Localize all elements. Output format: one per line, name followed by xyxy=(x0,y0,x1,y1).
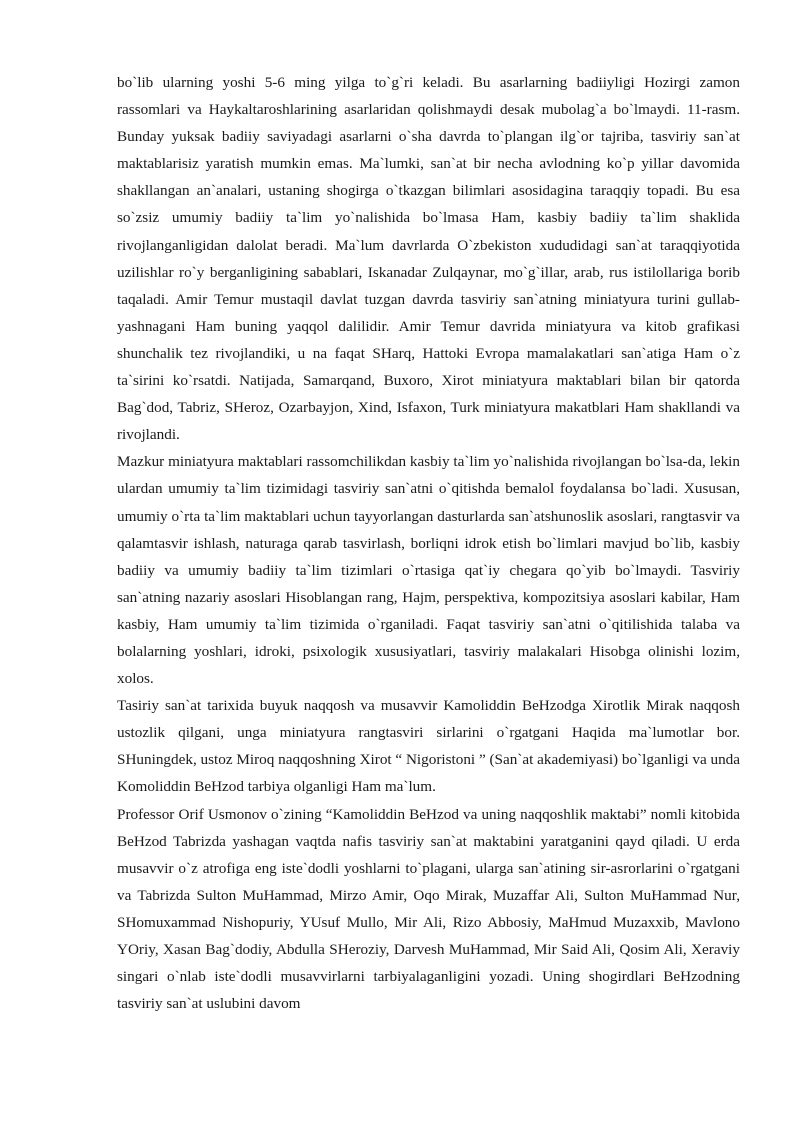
paragraph-4: Professor Orif Usmonov o`zining “Kamoliddin BeHzod va uning naqqoshlik maktabi” nomli kitobida BeHzod Tabrizda yashagan vaqtda nafis tasviriy san`at maktabini yaratganini qayd qiladi. U erda musavvir o`z atrofiga eng iste`dodli yoshlarni to`plagani, ularga san`atining sir-asrorlarini o`rgatgani va Tabrizda Sulton MuHammad, Mirzo Amir, Oqo Mirak, Muzaffar Ali, Sulton MuHammad Nur, SHomuxammad Nishopuriy, YUsuf Mullo, Mir Ali, Rizo Abbosiy, MaHmud Muzaxxib, Mavlono YOriy, Xasan Bag`dodiy, Abdulla SHeroziy, Darvesh MuHammad, Mir Said Ali, Qosim Ali, Xeraviy singari o`nlab iste`dodli musavvirlarni tarbiyalaganligini yozadi. Uning shogirdlari BeHzodning tasviriy san`at uslubini davom xyxy=(117,805,740,1013)
paragraph-2: Mazkur miniatyura maktablari rassomchilikdan kasbiy ta`lim yo`nalishida rivojlangan bo`lsa-da, lekin ulardan umumiy ta`lim tizimidagi tasviriy san`atni o`qitishda bemalol foydalansa bo`ladi. Xususan, umumiy o`rta ta`lim maktablari uchun tayyorlangan dasturlarda san`atshunoslik asoslari, rangtasvir va qalamtasvir ishlash, naturaga qarab tasvirlash, borliqni idrok etish bo`limlari mavjud bo`lib, kasbiy badiiy va umumiy badiiy ta`lim tizimlari o`rtasiga qat`iy chegara qo`yib bo`lmaydi. Tasviriy san`atning nazariy asoslari Hisoblangan rang, Hajm, perspektiva, kompozitsiya asoslari kabilar, Ham kasbiy, Ham umumiy ta`lim tizimida o`rganiladi. Faqat tasviriy san`atni o`qitilishida talaba va bolalarning yoshlari, idroki, psixologik xususiyatlari, tasviriy malakalari Hisobga olinishi lozim, xolos. xyxy=(117,453,740,688)
paragraph-1: bo`lib ularning yoshi 5-6 ming yilga to`g`ri keladi. Bu asarlarning badiiyligi Hozirgi zamon rassomlari va Haykaltaroshlarining asarlaridan qolishmaydi desak mubolag`a bo`lmaydi. 11-rasm. Bunday yuksak badiiy saviyadagi asarlarni o`sha davrda to`plangan ilg`or tajriba, tasviriy san`at maktablarisiz yaratish mumkin emas. Ma`lumki, san`at bir necha avlodning ko`p yillar davomida shakllangan an`analari, ustaning shogirga o`tkazgan bilimlari asosidagina taraqqiy topadi. Bu esa so`zsiz umumiy badiiy ta`lim yo`nalishida bo`lmasa Ham, kasbiy badiiy ta`lim shaklida rivojlanganligidan dalolat beradi. Ma`lum davrlarda O`zbekiston xududidagi san`at taraqqiyotida uzilishlar ro`y berganligining sabablari, Iskanadar Zulqaynar, mo`g`illar, arab, rus istilollariga borib taqaladi. Amir Temur mustaqil davlat tuzgan davrda tasviriy san`atning miniatyura turini gullab- yashnagani Ham buning yaqqol dalilidir. Amir Temur davrida miniatyura va kitob grafikasi shunchalik tez rivojlandiki, u na faqat SHarq, Hattoki Evropa mamalakatlari san`atiga Ham o`z ta`sirini ko`rsatdi. Natijada, Samarqand, Buxoro, Xirot miniatyura maktablari bilan bir qatorda Bag`dod, Tabriz, SHeroz, Ozarbayjon, Xind, Isfaxon, Turk miniatyura makatblari Ham shakllandi va rivojlandi. xyxy=(117,74,740,444)
document-page xyxy=(117,69,740,1017)
paragraph-3: Tasiriy san`at tarixida buyuk naqqosh va musavvir Kamoliddin BeHzodga Xirotlik Mirak naqqosh ustozlik qilgani, unga miniatyura rangtasviri sirlarini o`rgatgani Haqida ma`lumotlar bor. SHuningdek, ustoz Miroq naqqoshning Xirot “ Nigoristoni ” (San`at akademiyasi) bo`lganligi va unda Komoliddin BeHzod tarbiya olganligi Ham ma`lum. xyxy=(117,697,740,796)
